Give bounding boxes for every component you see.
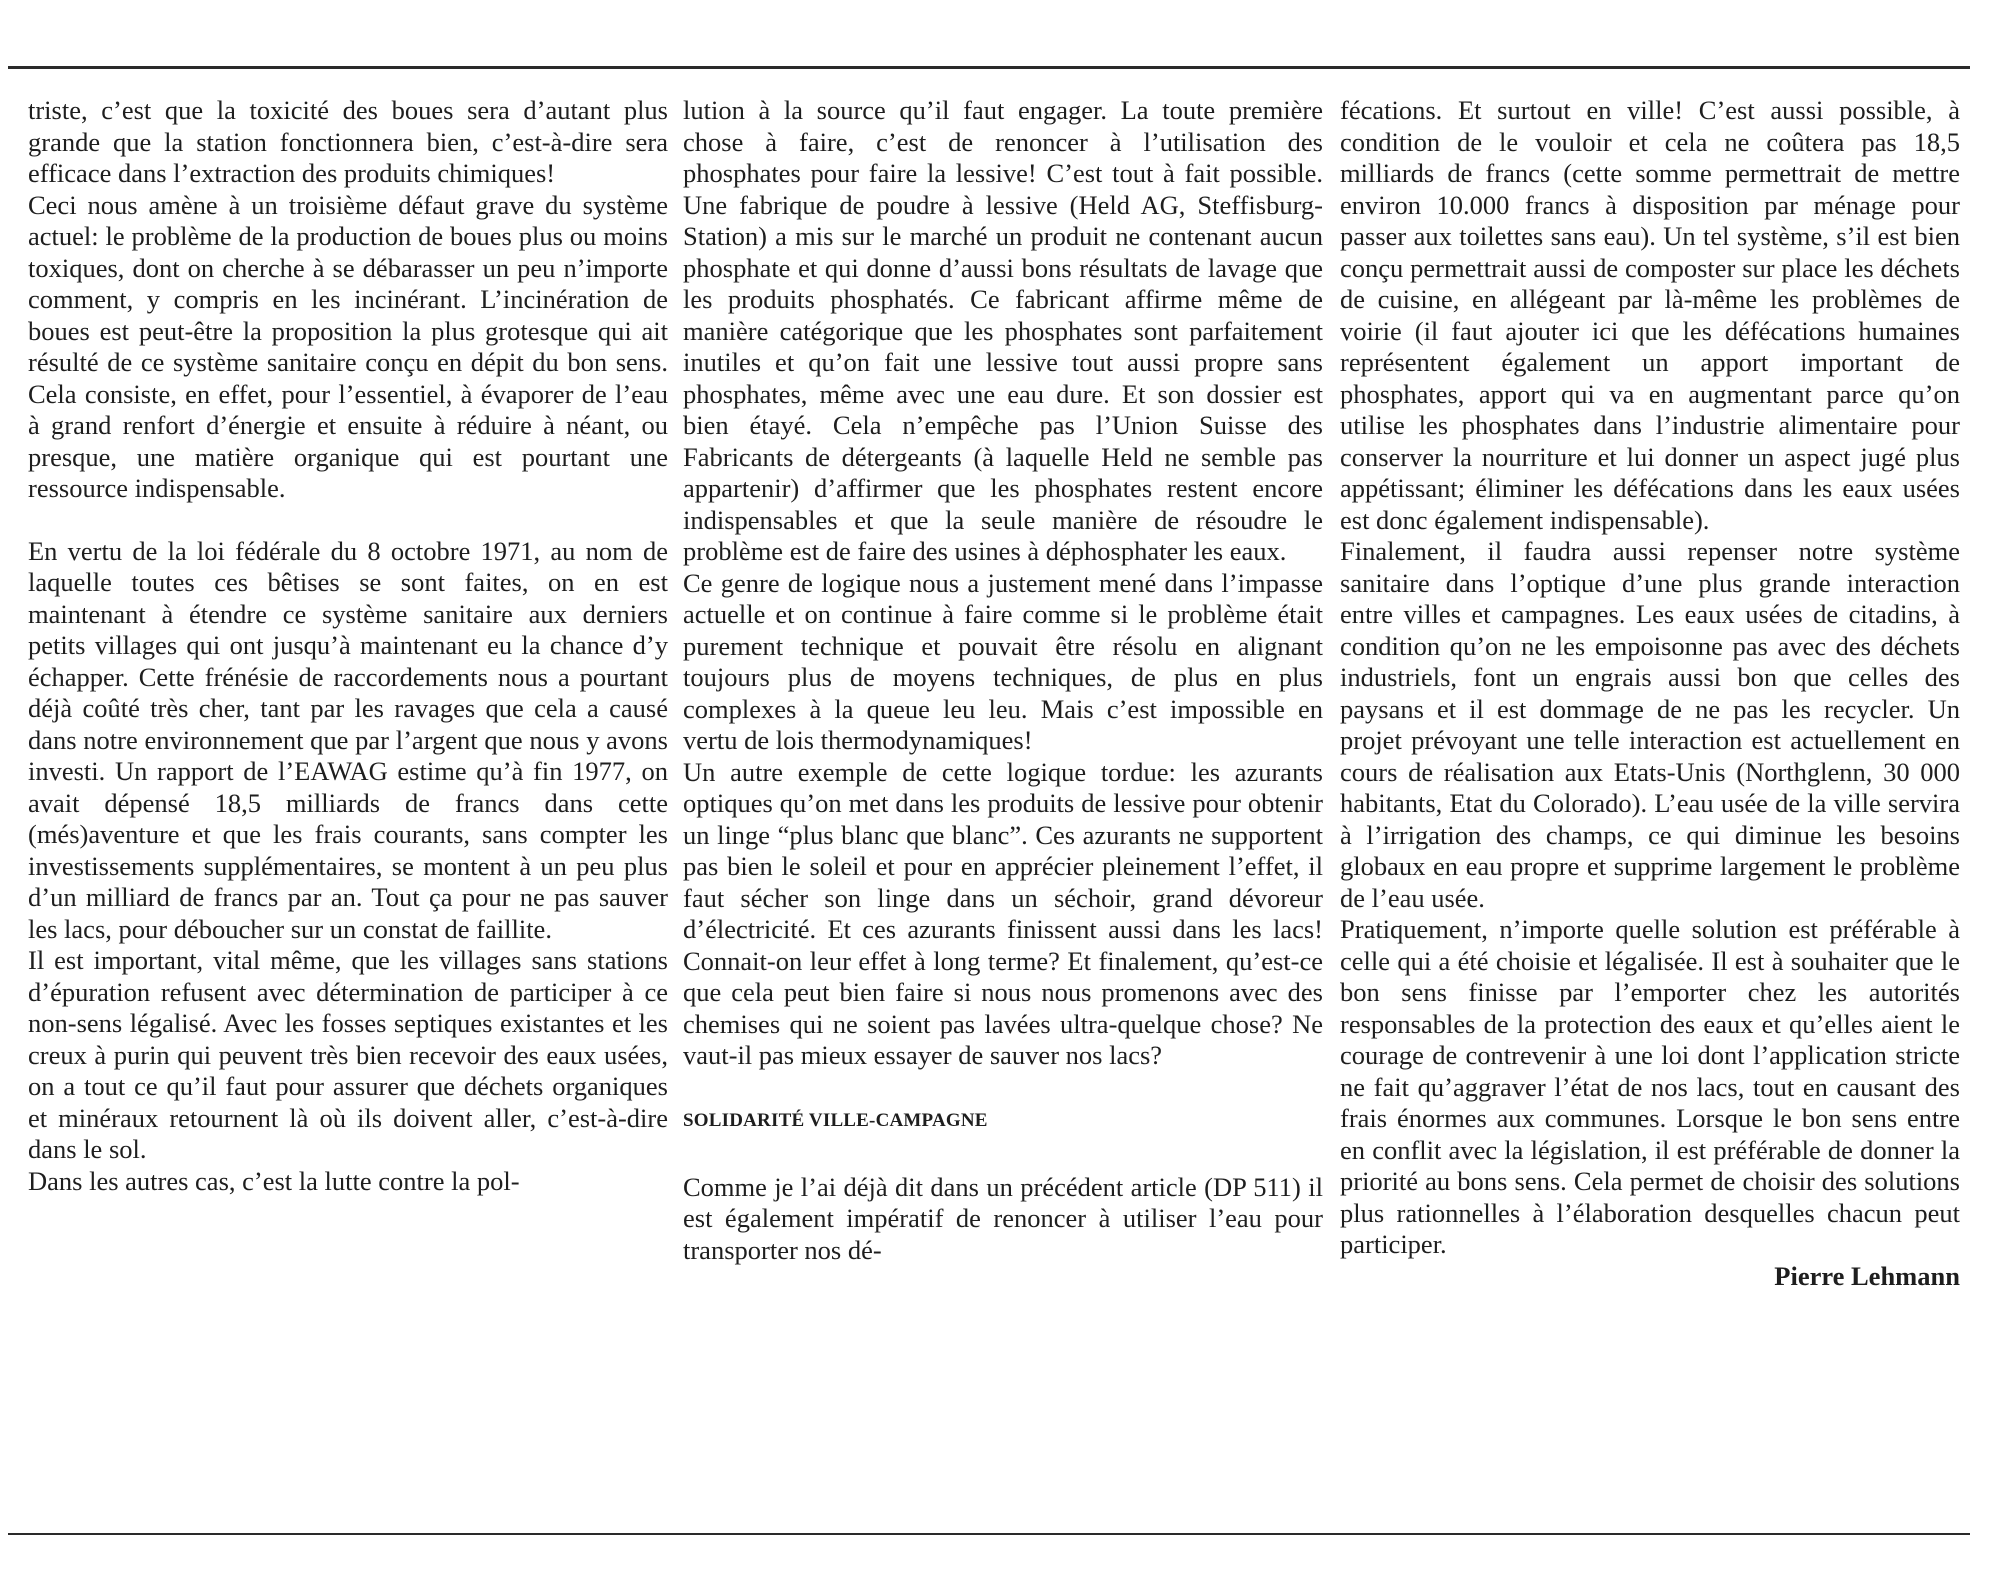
column-1: [28, 95, 668, 1197]
col2-paragraph-4: Comme je l’ai déjà dit dans un précédent article (DP 511) il est également impératif de renoncer à utiliser l’eau pour transporter nos dé-: [683, 1171, 1323, 1265]
col1-paragraph-3: En vertu de la loi fédérale du 8 octobre 1971, au nom de laquelle toutes ces bêtises se sont faites, on en est maintenant à étendre ce système sanitaire aux derniers petits villages qui ont jusqu’à maintenant eu la chance d’y échapper. Cette frénésie de raccordements nous a pourtant déjà coûté très cher, tant par les ravages que cela a causé dans notre environnement que par l’argent que nous y avons investi. Un rapport de l’EAWAG estime qu’à fin 1977, on avait dépensé 18,5 milliards de francs dans cette (més)aventure et que les frais courants, sans compter les investissements supplémentaires, se montent à un peu plus d’un milliard de francs par an. Tout ça pour ne pas sauver les lacs, pour déboucher sur un constat de faillite.: [28, 535, 668, 944]
author-signature: Pierre Lehmann: [1774, 1260, 1960, 1291]
column-3: [1340, 95, 1960, 1292]
section-heading: SOLIDARITÉ VILLE-CAMPAGNE: [683, 1109, 988, 1131]
column-2: [683, 95, 1323, 1266]
bottom-rule: [8, 1533, 1970, 1535]
col3-paragraph-1: fécations. Et surtout en ville! C’est aussi possible, à condition de le vouloir et cela ne coûtera pas 18,5 milliards de francs (cette somme permettrait de mettre environ 10.000 francs à disposition par ménage pour passer aux toilettes sans eau). Un tel système, s’il est bien conçu permettrait aussi de composter sur place les déchets de cuisine, en allégeant par là-même les problèmes de voirie (il faut ajouter ici que les défécations humaines représentent également un apport important de phosphates, apport qui va en augmentant parce qu’on utilise les phosphates dans l’industrie alimentaire pour conserver la nourriture et lui donner un aspect jugé plus appétissant; éliminer les défécations dans les eaux usées est donc également indispensable).: [1340, 95, 1960, 535]
col1-paragraph-5: Dans les autres cas, c’est la lutte contre la pol-: [28, 1165, 520, 1196]
col2-paragraph-1: lution à la source qu’il faut engager. La toute première chose à faire, c’est de renoncer à l’utilisation des phosphates pour faire la lessive! C’est tout à fait possible. Une fabrique de poudre à lessive (Held AG, Steffisburg-Station) a mis sur le marché un produit ne contenant aucun phosphate et qui donne d’aussi bons résultats de lavage que les produits phosphatés. Ce fabricant affirme même de manière catégorique que les phosphates sont parfaitement inutiles et qu’on fait une lessive tout aussi propre sans phosphates, même avec une eau dure. Et son dossier est bien étayé. Cela n’empêche pas l’Union Suisse des Fabricants de détergeants (à laquelle Held ne semble pas appartenir) d’affirmer que les phosphates restent encore indispensables et que la seule manière de résoudre le problème est de faire des usines à déphosphater les eaux.: [683, 95, 1323, 566]
col1-paragraph-2: Ceci nous amène à un troisième défaut grave du système actuel: le problème de la production de boues plus ou moins toxiques, dont on cherche à se débarasser un peu n’importe comment, y compris en les incinérant. L’incinération de boues est peut-être la proposition la plus grotesque qui ait résulté de ce système sanitaire conçu en dépit du bon sens. Cela consiste, en effet, pour l’essentiel, à évaporer de l’eau à grand renfort d’énergie et ensuite à réduire à néant, ou presque, une matière organique qui est pourtant une ressource indispensable.: [28, 189, 668, 503]
col3-paragraph-2: Finalement, il faudra aussi repenser notre système sanitaire dans l’optique d’une plus grande interaction entre villes et campagnes. Les eaux usées de citadins, à condition qu’on ne les empoisonne pas avec des déchets industriels, font un engrais aussi bon que celles des paysans et il est dommage de ne pas les recycler. Un projet prévoyant une telle interaction est actuellement en cours de réalisation aux Etats-Unis (Northglenn, 30 000 habitants, Etat du Colorado). L’eau usée de la ville servira à l’irrigation des champs, ce qui diminue les besoins globaux en eau propre et supprime largement le problème de l’eau usée.: [1340, 536, 1960, 913]
top-rule: [8, 66, 1970, 69]
col2-paragraph-3: Un autre exemple de cette logique tordue: les azurants optiques qu’on met dans les produits de lessive pour obtenir un linge “plus blanc que blanc”. Ces azurants ne supportent pas bien le soleil et pour en apprécier pleinement l’effet, il faut sécher son linge dans un séchoir, grand dévoreur d’électricité. Et ces azurants finissent aussi dans les lacs! Connait-on leur effet à long terme? Et finalement, qu’est-ce que cela peut bien faire si nous nous promenons avec des chemises qui ne soient pas lavées ultra-quelque chose? Ne vaut-il pas mieux essayer de sauver nos lacs?: [683, 756, 1323, 1070]
col1-paragraph-4: Il est important, vital même, que les villages sans stations d’épuration refusent avec détermination de participer à ce non-sens légalisé. Avec les fosses septiques existantes et les creux à purin qui peuvent très bien recevoir des eaux usées, on a tout ce qu’il faut pour assurer que déchets organiques et minéraux retournent là où ils doivent aller, c’est-à-dire dans le sol.: [28, 945, 668, 1164]
col1-paragraph-1: triste, c’est que la toxicité des boues sera d’autant plus grande que la station fonctionnera bien, c’est-à-dire sera efficace dans l’extraction des produits chimiques!: [28, 95, 668, 188]
col2-paragraph-2: Ce genre de logique nous a justement mené dans l’impasse actuelle et on continue à faire comme si le problème était purement technique et pouvait être résolu en alignant toujours plus de moyens techniques, de plus en plus complexes à la queue leu leu. Mais c’est impossible en vertu de lois thermodynamiques!: [683, 567, 1323, 755]
col3-paragraph-3: Pratiquement, n’importe quelle solution est préférable à celle qui a été choisie et légalisée. Il est à souhaiter que le bon sens finisse par l’emporter chez les autorités responsables de la protection des eaux et qu’elles aient le courage de contrevenir à une loi dont l’application stricte ne fait qu’aggraver l’état de nos lacs, tout en causant des frais énormes aux communes. Lorsque le bon sens entre en conflit avec la législation, il est préférable de donner la priorité au bons sens. Cela permet de choisir des solutions plus rationnelles à l’élaboration desquelles chacun peut participer.: [1340, 914, 1960, 1259]
